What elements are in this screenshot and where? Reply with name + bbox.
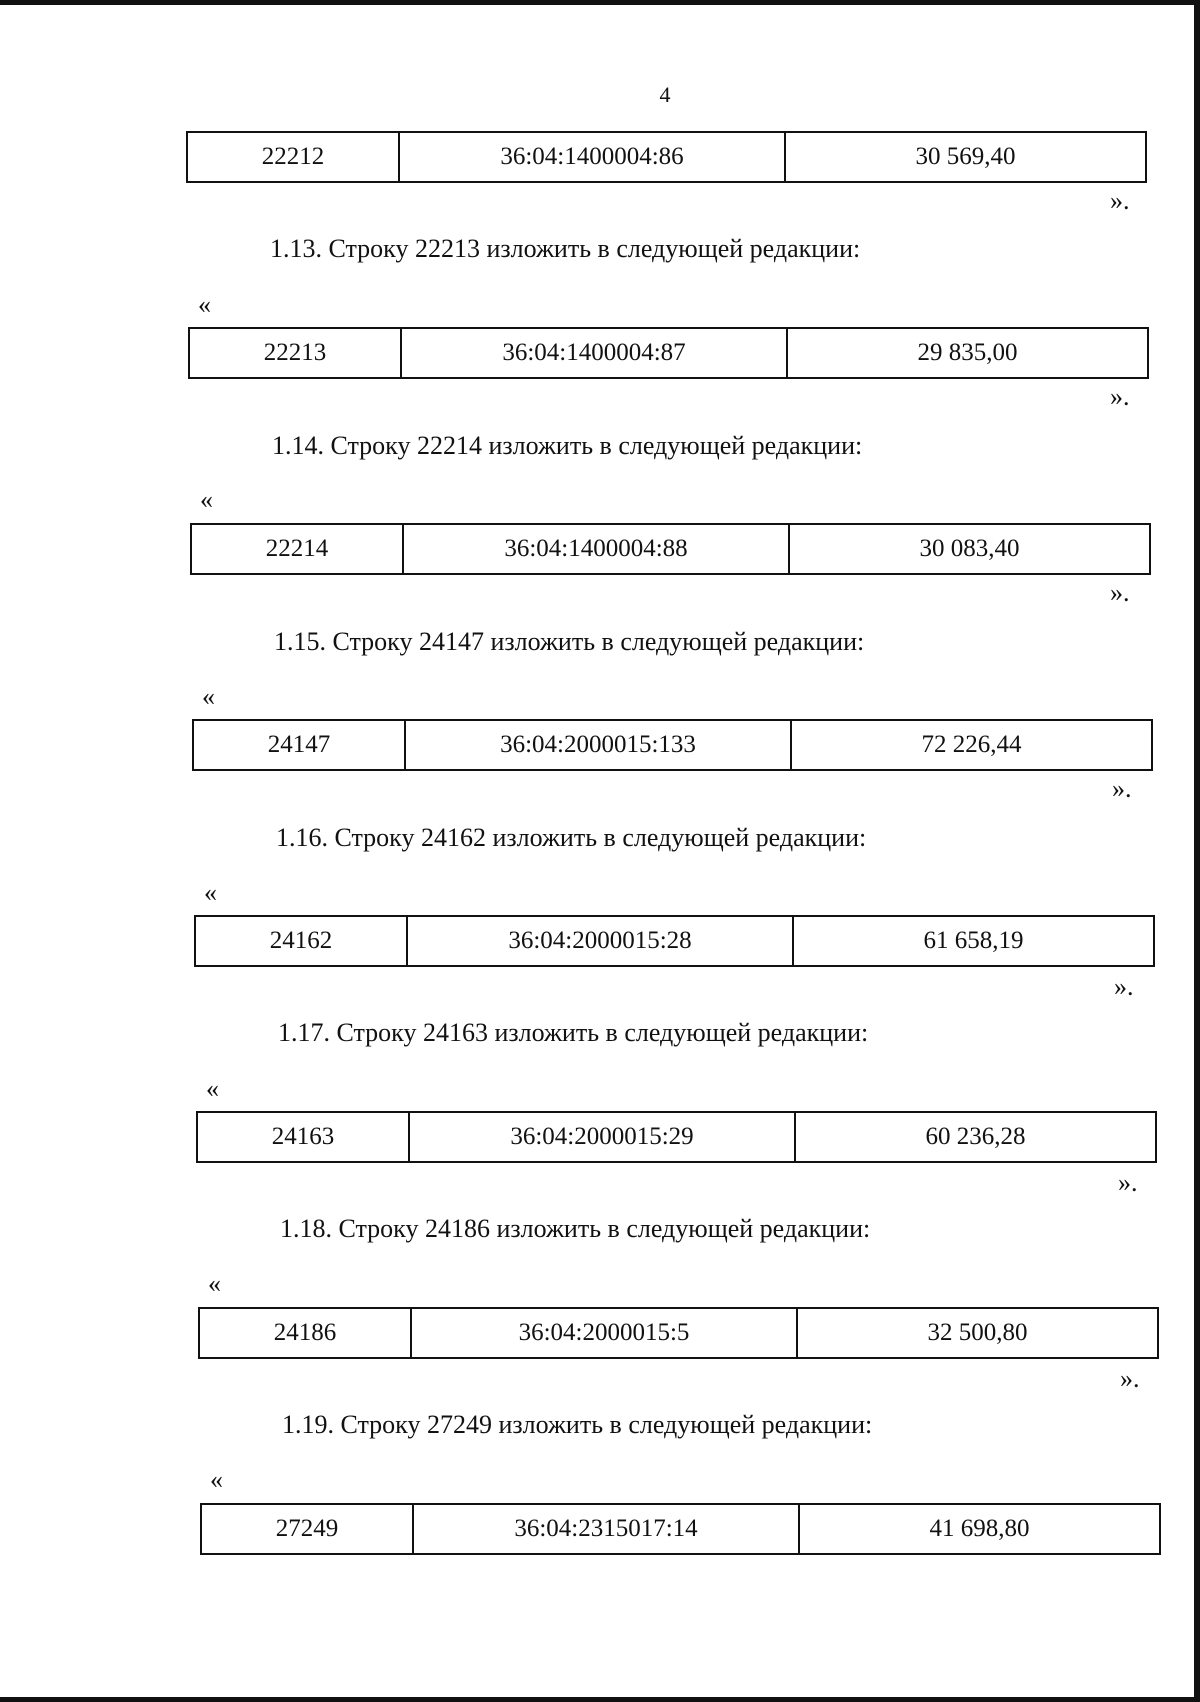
table-row bbox=[196, 1111, 1157, 1163]
table-row bbox=[188, 327, 1149, 379]
row-cadastral-number: 36:04:2000015:29 bbox=[409, 1112, 795, 1162]
section-heading: 1.16. Строку 24162 изложить в следующей редакции: bbox=[276, 823, 867, 852]
close-quote: ». bbox=[1110, 578, 1130, 607]
row-code: 22212 bbox=[187, 132, 399, 182]
row-value: 41 698,80 bbox=[799, 1504, 1160, 1554]
row-cadastral-number: 36:04:1400004:87 bbox=[401, 328, 787, 378]
open-quote: « bbox=[208, 1269, 221, 1298]
row-code: 24147 bbox=[193, 720, 405, 770]
open-quote: « bbox=[204, 878, 217, 907]
row-cadastral-number: 36:04:2000015:133 bbox=[405, 720, 791, 770]
row-code: 24162 bbox=[195, 916, 407, 966]
row-value: 32 500,80 bbox=[797, 1308, 1158, 1358]
close-quote: ». bbox=[1118, 1168, 1138, 1197]
row-value: 30 569,40 bbox=[785, 132, 1146, 182]
section-heading: 1.14. Строку 22214 изложить в следующей редакции: bbox=[272, 431, 863, 460]
row-value: 60 236,28 bbox=[795, 1112, 1156, 1162]
close-quote: ». bbox=[1112, 774, 1132, 803]
row-cadastral-number: 36:04:1400004:88 bbox=[403, 524, 789, 574]
table-row bbox=[198, 1307, 1159, 1359]
row-cadastral-number: 36:04:2315017:14 bbox=[413, 1504, 799, 1554]
table-row bbox=[186, 131, 1147, 183]
row-code: 22214 bbox=[191, 524, 403, 574]
close-quote: ». bbox=[1110, 186, 1130, 215]
row-cadastral-number: 36:04:2000015:28 bbox=[407, 916, 793, 966]
row-code: 24163 bbox=[197, 1112, 409, 1162]
row-code: 27249 bbox=[201, 1504, 413, 1554]
table-row bbox=[190, 523, 1151, 575]
section-heading: 1.13. Строку 22213 изложить в следующей редакции: bbox=[270, 234, 861, 263]
page-number: 4 bbox=[659, 82, 671, 107]
section-heading: 1.19. Строку 27249 изложить в следующей редакции: bbox=[282, 1410, 873, 1439]
close-quote: ». bbox=[1120, 1364, 1140, 1393]
row-code: 22213 bbox=[189, 328, 401, 378]
open-quote: « bbox=[198, 290, 211, 319]
open-quote: « bbox=[202, 682, 215, 711]
section-heading: 1.15. Строку 24147 изложить в следующей редакции: bbox=[274, 627, 865, 656]
row-cadastral-number: 36:04:2000015:5 bbox=[411, 1308, 797, 1358]
table-row bbox=[200, 1503, 1161, 1555]
section-heading: 1.17. Строку 24163 изложить в следующей редакции: bbox=[278, 1018, 869, 1047]
row-value: 30 083,40 bbox=[789, 524, 1150, 574]
row-code: 24186 bbox=[199, 1308, 411, 1358]
open-quote: « bbox=[200, 485, 213, 514]
table-row bbox=[194, 915, 1155, 967]
row-value: 61 658,19 bbox=[793, 916, 1154, 966]
close-quote: ». bbox=[1114, 972, 1134, 1001]
row-cadastral-number: 36:04:1400004:86 bbox=[399, 132, 785, 182]
row-value: 72 226,44 bbox=[791, 720, 1152, 770]
open-quote: « bbox=[210, 1465, 223, 1494]
close-quote: ». bbox=[1110, 382, 1130, 411]
open-quote: « bbox=[206, 1074, 219, 1103]
table-row bbox=[192, 719, 1153, 771]
section-heading: 1.18. Строку 24186 изложить в следующей редакции: bbox=[280, 1214, 871, 1243]
row-value: 29 835,00 bbox=[787, 328, 1148, 378]
